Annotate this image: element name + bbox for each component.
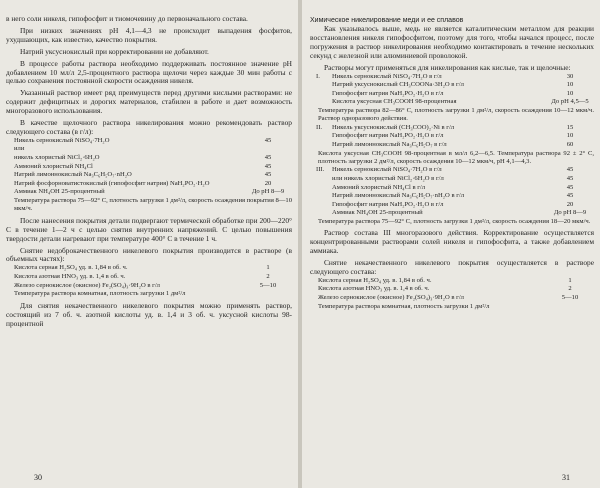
recipe-row [310,294,594,303]
section-title: Химическое никелирование меди и ее сплавов [310,17,464,24]
ingredient-name: Натрий лимоннокислый Na₃C₆H₅O₇·nH₂O [14,171,132,179]
recipe-row [310,277,594,286]
ingredient-name: Никель уксуснокислый (CH₃COO)₂·Ni в г/л [332,123,455,131]
ingredient-value: 1 [568,276,572,284]
ingredient-name: или [14,145,25,153]
ingredient-name: Температура раствора комнатная, плотность загрузки 1 дм²/л [14,290,186,298]
ingredient-name: Гипофосфит натрия NaH₂PO₂·H₂O в г/л [332,132,444,140]
ingredient-value [546,303,594,312]
paragraph: Натрий уксуснокислый при корректировании не добавляют. [20,46,209,56]
recipe-row [6,154,292,163]
ingredient-name: Никель сернокислый NiSO₄·7H₂O в г/л [332,166,442,174]
recipe-row [6,171,292,180]
ingredient-name: Натрий лимоннокислый Na₃C₆H₅O₇·nH₂O в г/л [332,192,465,200]
ingredient-name: Кислота уксусная CH₃COOH 98-процентная [332,98,457,106]
recipe-row [6,282,292,291]
recipe-row [310,175,594,184]
ingredient-name: Никель сернокислый NiSO₄·7H₂O в г/л [332,72,442,80]
conditions-note: Температура раствора 75—92° С, плотность загрузки 1 дм²/л, скорость осаждения покрытия 8—10 мкм/ч. [14,197,292,213]
recipe-row [6,180,292,189]
paragraph: в него соли никеля, гипофосфит и тиомочевину до первоначального состава. [6,14,248,23]
ingredient-name: Натрий лимоннокислый Na₃C₆H₅O₇ в г/л [332,140,447,148]
ingredient-name: Никель сернокислый NiSO₄·7H₂O [14,136,110,144]
ingredient-name: Натрий уксуснокислый CH₃COONa·3H₂O в г/л [332,81,464,89]
ingredient-name: Железо сернокислое (окисное) Fe₂(SO₄)₃·9H₂O в г/л [318,294,464,301]
ingredient-value: 10 [566,132,574,140]
ingredient-value: До pH 8—9 [251,188,285,196]
recipe-row [6,264,292,273]
ingredient-value: 60 [566,140,574,148]
ingredient-value [244,145,292,154]
ingredient-name: Кислота азотная HNO₃ уд. в. 1,4 в об. ч. [318,285,430,293]
page-right [302,0,600,488]
conditions-note: Температура раствора 75—92° С, плотность загрузки 1 дм²/л, скорость осаждения 18—20 мкм/ч. [318,217,591,225]
recipe-row [310,124,594,133]
paragraph: Указанный раствор имеет ряд преимуществ перед другими кислыми растворами: не содержит дефицитных и дорогих материалов, стабилен в работе и дает возможность многоразового использования. [6,88,292,116]
ingredient-value: До pH 8—9 [553,209,587,217]
ingredient-name: Натрий фосфорноватистокислый (гипофосфит натрия) NaH₂PO₂·H₂O [14,179,210,187]
recipe-row [310,285,594,294]
ingredient-name: Аммоний хлористый NH₄Cl в г/л [332,183,426,191]
recipe-row [310,303,594,312]
ingredient-value: 20 [264,179,272,187]
ingredient-value: 2 [266,272,270,280]
page-number-right: 31 [562,473,570,482]
recipe-row [6,273,292,282]
recipe-number: III. [316,166,325,174]
ingredient-value: 10 [566,89,574,97]
paragraph: В процессе работы раствора необходимо поддерживать постоянное значение pH добавлением 10 мл/л 2,5-процентного раствора щелочи через каждые 30 мин работы с целью сохранения постоянной скорости осаждения никеля. [6,58,292,86]
conditions-note: Температура раствора 82—86° С, плотность загрузки 1 дм²/л, скорость осаждения 10—12 мкм/ч. Раствор одноразового действия. [318,106,594,123]
recipe-row [310,90,594,99]
recipe-row [310,98,594,107]
ingredient-value: 45 [566,183,574,191]
paragraph: В качестве щелочного раствора никелирования можно рекомендовать раствор следующего состава (в г/л): [6,118,292,136]
recipe-row [310,166,594,175]
paragraph: После нанесения покрытия детали подвергают термической обработке при 200—220° С в течение 1—2 ч с целью снятия внутренних напряжений. С целью повышения твердости детали нагревают при температуре 400° С в течение 1 ч. [6,215,292,243]
page-number-left: 30 [34,473,42,482]
ingredient-name: Кислота серная H₂SO₄ уд. в. 1,84 в об. ч. [318,276,432,284]
paragraph: Для снятия некачественного никелевого покрытия можно применять раствор, состоящий из 7 об. ч. азотной кислоты уд. в. 1,4 и 3 об. ч. уксусной кислоты 98-процентной [6,300,292,328]
paragraph: При низких значениях pH 4,1—4,3 не происходит выпадения фосфитов, ухудшающих, как известно, качество покрытия. [6,25,292,44]
ingredient-name: Гипофосфит натрия NaH₂PO₂·H₂O в г/л [332,200,444,208]
paragraph: Растворы могут применяться для никелирования как кислые, так и щелочные: [324,62,571,72]
paragraph: Как указывалось выше, медь не является каталитическим металлом для реакции восстановления никеля гипофосфитом, поэтому для того, чтобы начался процесс, после погружения в раствор никелирования необходимо контактировать в течение нескольких секунд с железной или алюминиевой проволокой. [310,24,594,60]
recipe-row [310,184,594,193]
ingredient-value: 20 [566,200,574,208]
recipe-row [310,73,594,82]
page-left [0,0,298,488]
ingredient-value: 45 [566,174,574,182]
ingredient-value: До pH 4,5—5 [551,98,589,106]
recipe-row [6,188,292,197]
recipe-row [310,81,594,90]
ingredient-name: Кислота серная H₂SO₄ уд. в. 1,84 в об. ч. [14,264,128,272]
recipe-row [6,145,292,154]
recipe-row [6,137,292,146]
recipe-number: II. [316,123,323,131]
recipe-row [6,290,292,299]
recipe-row [310,192,594,201]
ingredient-value: 30 [566,72,574,80]
ingredient-name: Кислота азотная HNO₃ уд. в. 1,4 в об. ч. [14,272,126,280]
ingredient-value: 45 [566,166,574,174]
ingredient-value [244,290,292,299]
paragraph: Снятие некачественного никелевого покрытия осуществляется в растворе следующего состава: [310,258,594,276]
ingredient-name: или никель хлористый NiCl₂·6H₂O в г/л [332,174,444,182]
ingredient-value: 45 [264,171,272,179]
ingredient-value: 5—10 [561,294,579,301]
recipe-row [310,141,594,150]
ingredient-name: Аммоний хлористый NH₄Cl [14,162,93,170]
ingredient-value: 45 [264,162,272,170]
paragraph: Снятие недоброкачественного никелевого покрытия производится в растворе (в объемных частях): [6,245,292,264]
recipe-row [310,132,594,141]
ingredient-value: 10 [566,81,574,89]
paragraph: Раствор состава III многоразового действия. Корректирование осуществляется концентрированными растворами солей никеля и гипофосфита, а также добавлением аммиака. [310,228,594,256]
recipe-row [6,163,292,172]
ingredient-value: 1 [266,264,270,272]
ingredient-name: Железо сернокислое (окисное) Fe₂(SO₄)₃·9H₂O в г/л [14,281,160,289]
recipe-row [310,201,594,210]
ingredient-name: Аммиак NH₄OH 25-процентный [14,188,105,196]
ingredient-value: 45 [264,136,272,144]
ingredient-name: никель хлористый NiCl₂·6H₂O [14,154,100,162]
ingredient-name: Аммиак NH₄OH 25-процентный [332,209,423,217]
recipe-number: I. [316,72,320,80]
ingredient-value: 45 [264,154,272,162]
ingredient-name: Гипофосфит натрия NaH₂PO₂·H₂O в г/л [332,89,444,97]
ingredient-value: 2 [568,285,572,293]
ingredient-value: 45 [566,192,574,200]
ingredient-value: 15 [566,123,574,131]
ingredient-name: Температура раствора комнатная, плотность загрузки 1 дм²/л [318,302,490,310]
conditions-note: Кислота уксусная CH₃COOH 98-процентная в мл/л 6,2—6,5. Температура раствора 92 ± 2° С, плотность загрузки 2 дм²/л, скорость осаждения 10—12 мкм/ч, pH 4,1—4,3. [318,149,594,165]
ingredient-value: 5—10 [259,281,277,289]
recipe-row [310,209,594,218]
